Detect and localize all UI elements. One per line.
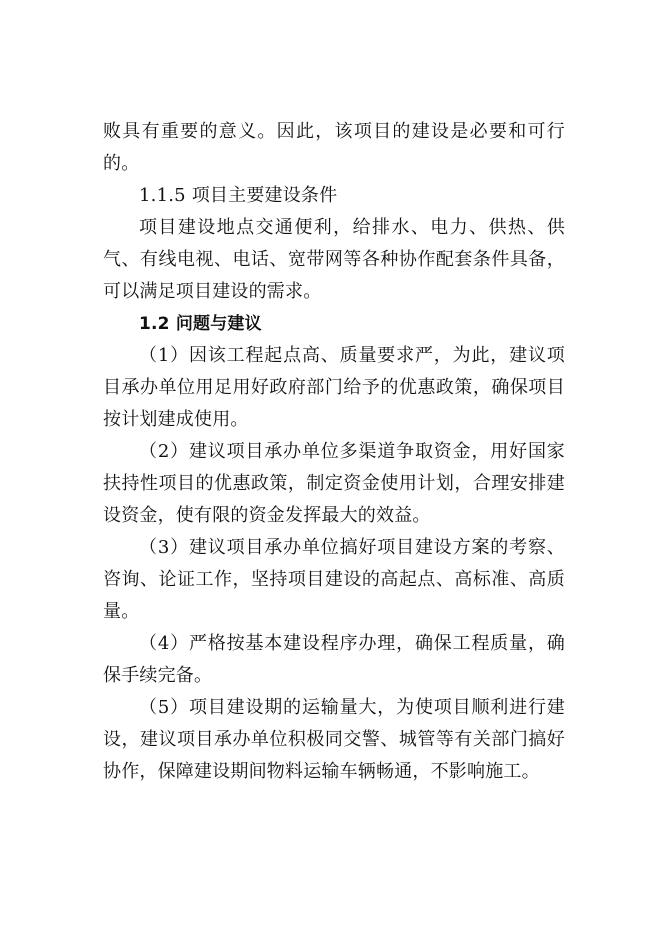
document-body xyxy=(103,116,565,788)
suggestion-paragraph: （4）严格按基本建设程序办理，确保工程质量，确保手续完备。 xyxy=(103,633,565,686)
paragraph-continuation: 败具有重要的意义。因此，该项目的建设是必要和可行的。 xyxy=(103,121,565,174)
suggestion-paragraph: （1）因该工程起点高、质量要求严，为此，建议项目承办单位用足用好政府部门给予的优惠政策，确保项目按计划建成使用。 xyxy=(103,345,565,430)
suggestion-paragraph: （3）建议项目承办单位搞好项目建设方案的考察、咨询、论证工作，坚持项目建设的高起点、高标准、高质量。 xyxy=(103,537,565,622)
suggestion-paragraph: （2）建议项目承办单位多渠道争取资金，用好国家扶持性项目的优惠政策，制定资金使用计划，合理安排建设资金，使有限的资金发挥最大的效益。 xyxy=(103,441,565,526)
suggestion-paragraph: （5）项目建设期的运输量大，为使项目顺利进行建设，建议项目承办单位积极同交警、城管等有关部门搞好协作，保障建设期间物料运输车辆畅通，不影响施工。 xyxy=(103,697,565,782)
paragraph-construction-conditions: 项目建设地点交通便利，给排水、电力、供热、供气、有线电视、电话、宽带网等各种协作配套条件具备，可以满足项目建设的需求。 xyxy=(103,217,565,302)
section-heading-1-2: 1.2 问题与建议 xyxy=(139,314,262,334)
section-heading-1-1-5: 1.1.5 项目主要建设条件 xyxy=(139,185,338,206)
